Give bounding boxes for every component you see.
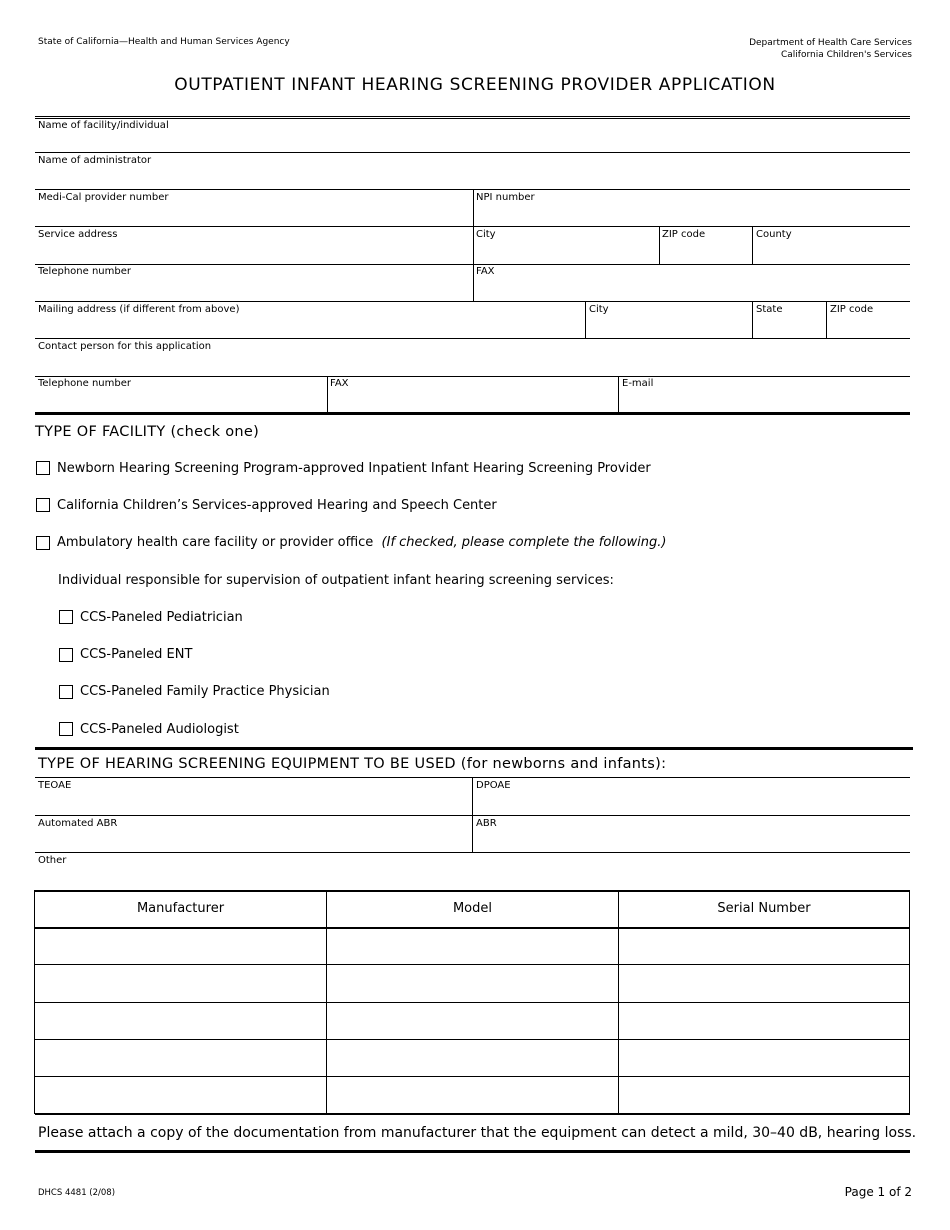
table-cell-serial-number[interactable] <box>619 929 909 964</box>
administrator-label: Name of administrator <box>38 155 152 166</box>
inpatient-provider-checkbox[interactable] <box>36 461 50 475</box>
table-cell-model[interactable] <box>327 1077 618 1112</box>
table-cell-manufacturer[interactable] <box>35 929 326 964</box>
model-header: Model <box>452 901 493 916</box>
service-zip-label: ZIP code <box>662 229 706 240</box>
ent-checkbox[interactable] <box>59 648 73 662</box>
service-zip-field[interactable] <box>660 241 751 263</box>
county-field[interactable] <box>753 241 910 263</box>
abr-field[interactable] <box>473 830 910 851</box>
service-address-field[interactable] <box>35 241 472 263</box>
bottom-rule <box>35 1150 910 1153</box>
contact-email-label: E-mail <box>622 378 654 389</box>
mailing-city-field[interactable] <box>586 316 751 337</box>
table-cell-manufacturer[interactable] <box>35 965 326 1001</box>
row-divider <box>35 152 910 153</box>
form-id: DHCS 4481 (2/08) <box>38 1188 116 1198</box>
table-cell-serial-number[interactable] <box>619 1003 909 1038</box>
medi-cal-label: Medi-Cal provider number <box>38 192 169 203</box>
row-divider <box>35 301 910 302</box>
ambulatory-facility-label: Ambulatory health care facility or provider office <box>57 535 374 550</box>
mailing-address-label: Mailing address (if different from above) <box>38 304 240 315</box>
service-city-label: City <box>476 229 496 240</box>
dpoae-label: DPOAE <box>476 780 511 791</box>
row-divider <box>35 338 910 339</box>
family-practice-label: CCS-Paneled Family Practice Physician <box>80 684 330 699</box>
teoae-field[interactable] <box>35 792 471 814</box>
other-field[interactable] <box>35 867 910 889</box>
telephone-label: Telephone number <box>38 266 131 277</box>
serial-number-header: Serial Number <box>717 901 811 916</box>
top-rule <box>35 116 910 117</box>
table-cell-serial-number[interactable] <box>619 965 909 1001</box>
mailing-zip-label: ZIP code <box>830 304 874 315</box>
mailing-address-field[interactable] <box>35 316 584 337</box>
pediatrician-label: CCS-Paneled Pediatrician <box>80 610 243 625</box>
audiologist-checkbox[interactable] <box>59 722 73 736</box>
ambulatory-facility-option <box>57 535 666 550</box>
contact-email-field[interactable] <box>619 390 910 411</box>
section-rule <box>35 412 910 415</box>
medi-cal-field[interactable] <box>35 204 472 225</box>
county-label: County <box>756 229 792 240</box>
section-rule <box>35 747 913 750</box>
fax-label: FAX <box>476 266 495 277</box>
agency-name: State of California—Health and Human Services Agency <box>38 37 290 47</box>
table-cell-manufacturer[interactable] <box>35 1003 326 1038</box>
mailing-city-label: City <box>589 304 609 315</box>
npi-field[interactable] <box>474 204 910 225</box>
pediatrician-checkbox[interactable] <box>59 610 73 624</box>
mailing-state-label: State <box>756 304 783 315</box>
documentation-note: Please attach a copy of the documentation from manufacturer that the equipment can detect a mild, 30–40 dB, hearing loss. <box>38 1125 917 1141</box>
facility-name-label: Name of facility/individual <box>38 120 169 131</box>
department-name: Department of Health Care Services <box>749 38 912 48</box>
contact-fax-field[interactable] <box>328 390 617 411</box>
supervision-label: Individual responsible for supervision of outpatient infant hearing screening services: <box>58 573 614 588</box>
table-cell-manufacturer[interactable] <box>35 1077 326 1112</box>
facility-name-field[interactable] <box>35 132 910 151</box>
department-block <box>749 37 912 61</box>
row-divider <box>35 852 910 853</box>
program-name: California Children's Services <box>780 50 912 60</box>
page-number: Page 1 of 2 <box>844 1185 912 1199</box>
audiologist-label: CCS-Paneled Audiologist <box>80 722 239 737</box>
table-cell-manufacturer[interactable] <box>35 1040 326 1075</box>
table-cell-serial-number[interactable] <box>619 1077 909 1112</box>
abr-label: ABR <box>476 818 497 829</box>
contact-person-label: Contact person for this application <box>38 341 212 352</box>
table-cell-serial-number[interactable] <box>619 1040 909 1075</box>
table-cell-model[interactable] <box>327 929 618 964</box>
ambulatory-note: (If checked, please complete the following.) <box>381 535 667 550</box>
facility-type-heading: TYPE OF FACILITY (check one) <box>35 424 260 440</box>
table-bottom-rule <box>35 1113 910 1115</box>
row-divider <box>35 376 910 377</box>
other-label: Other <box>38 855 67 866</box>
contact-person-field[interactable] <box>35 353 910 375</box>
hearing-speech-center-checkbox[interactable] <box>36 498 50 512</box>
automated-abr-label: Automated ABR <box>38 818 118 829</box>
fax-field[interactable] <box>474 278 910 300</box>
mailing-state-field[interactable] <box>753 316 825 337</box>
ent-label: CCS-Paneled ENT <box>80 647 193 662</box>
teoae-label: TEOAE <box>38 780 72 791</box>
npi-label: NPI number <box>476 192 535 203</box>
table-right-border <box>909 890 910 1114</box>
inpatient-provider-label: Newborn Hearing Screening Program-approved Inpatient Infant Hearing Screening Provider <box>57 461 651 476</box>
administrator-field[interactable] <box>35 167 910 188</box>
dpoae-field[interactable] <box>473 792 910 814</box>
table-top-rule <box>35 890 910 892</box>
hearing-speech-center-label: California Children’s Services-approved Hearing and Speech Center <box>57 498 497 513</box>
form-title: OUTPATIENT INFANT HEARING SCREENING PROVIDER APPLICATION <box>174 75 776 95</box>
telephone-field[interactable] <box>35 278 472 300</box>
table-cell-model[interactable] <box>327 1003 618 1038</box>
contact-fax-label: FAX <box>330 378 349 389</box>
manufacturer-header: Manufacturer <box>136 901 225 916</box>
table-cell-model[interactable] <box>327 1040 618 1075</box>
automated-abr-field[interactable] <box>35 830 471 851</box>
service-city-field[interactable] <box>474 241 658 263</box>
contact-telephone-field[interactable] <box>35 390 326 411</box>
ambulatory-facility-checkbox[interactable] <box>36 536 50 550</box>
service-address-label: Service address <box>38 229 118 240</box>
table-cell-model[interactable] <box>327 965 618 1001</box>
contact-telephone-label: Telephone number <box>38 378 131 389</box>
mailing-zip-field[interactable] <box>827 316 910 337</box>
family-practice-checkbox[interactable] <box>59 685 73 699</box>
equipment-heading: TYPE OF HEARING SCREENING EQUIPMENT TO BE USED (for newborns and infants): <box>38 756 667 772</box>
top-rule-2 <box>35 118 910 119</box>
